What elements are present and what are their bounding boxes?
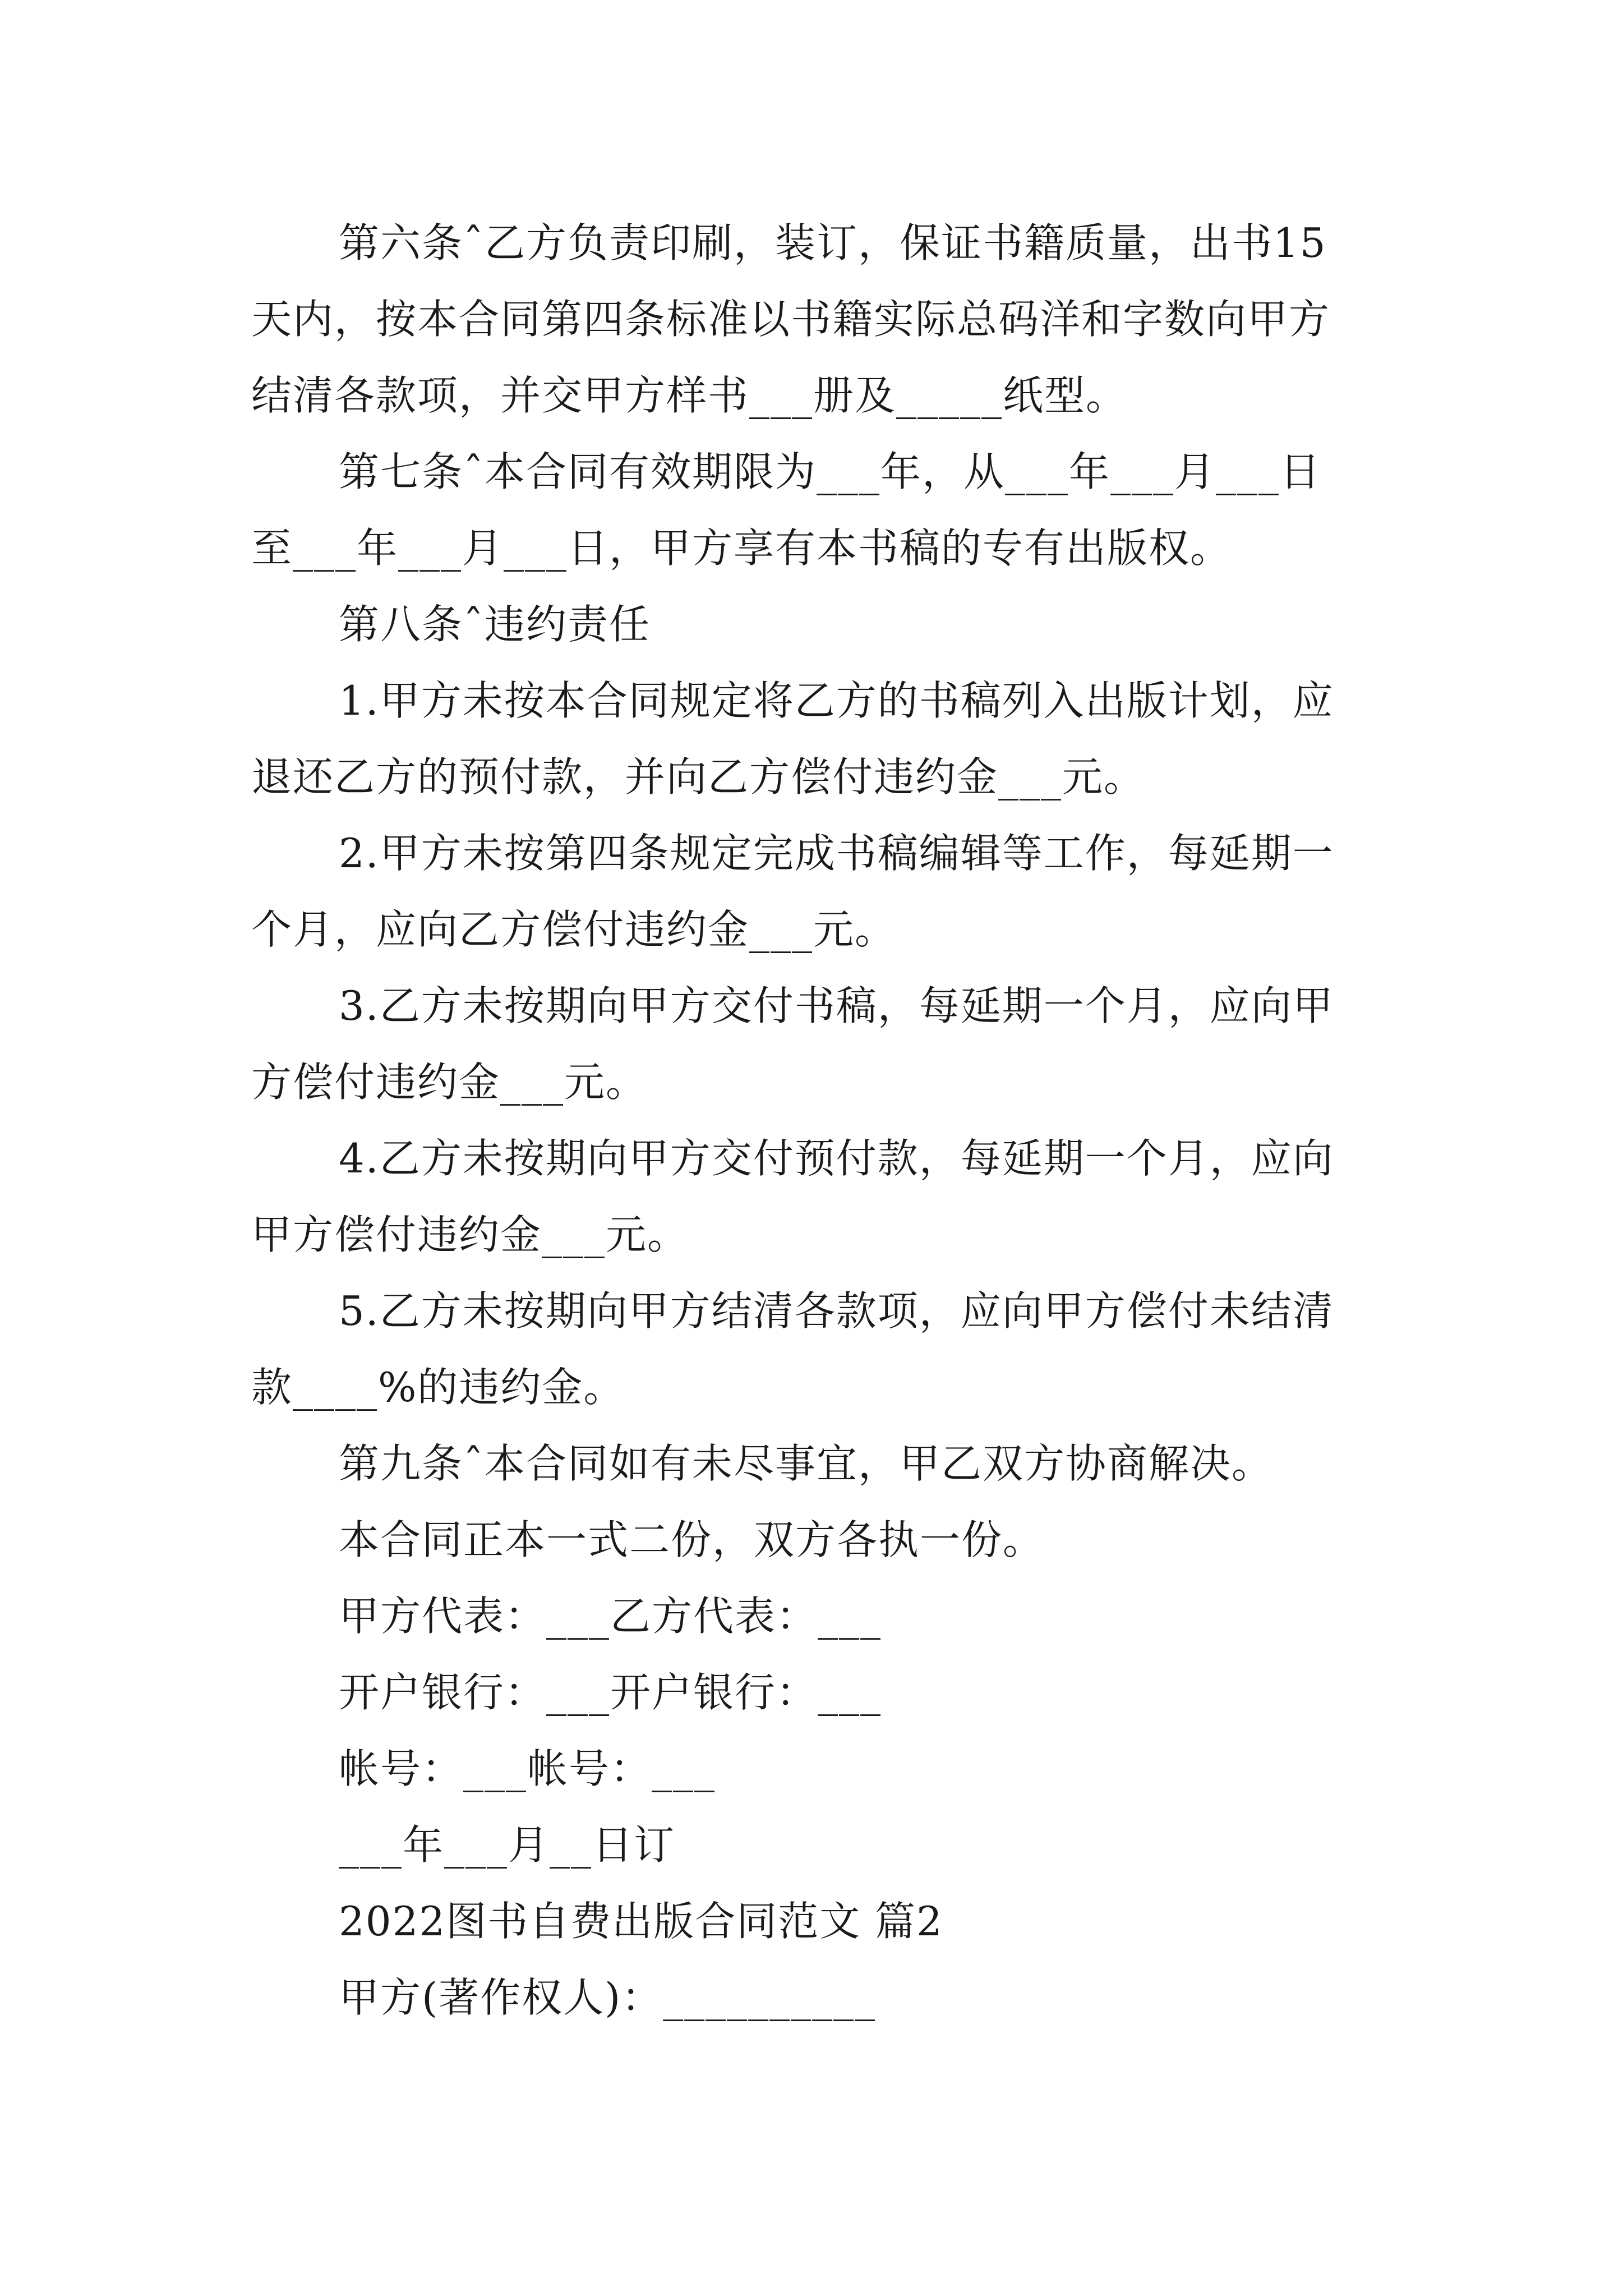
paragraph-line: 4.乙方未按期向甲方交付预付款，每延期一个月，应向 [339,1135,1334,1182]
paragraph-line: 天内，按本合同第四条标准以书籍实际总码洋和字数向甲方 [251,296,1331,343]
paragraph-line: 款____%的违约金。 [251,1364,625,1411]
document-page [251,205,1390,2036]
paragraph-line: 方偿付违约金___元。 [251,1059,648,1106]
paragraph-line: 结清各款项，并交甲方样书___册及_____纸型。 [251,372,1128,419]
paragraph-line: 第九条ˆ本合同如有未尽事宜，甲乙双方协商解决。 [339,1440,1274,1487]
paragraph-line: 5.乙方未按期向甲方结清各款项，应向甲方偿付未结清 [339,1287,1334,1335]
paragraph-line: 2.甲方未按第四条规定完成书稿编辑等工作，每延期一 [339,830,1334,877]
bank-line: 开户银行：___开户银行：___ [339,1669,882,1716]
paragraph-line: 个月，应向乙方偿付违约金___元。 [251,906,897,953]
section-heading: 第八条ˆ违约责任 [339,601,651,648]
paragraph-line: 第七条ˆ本合同有效期限为___年，从___年___月___日 [339,448,1322,495]
paragraph-line: 至___年___月___日，甲方享有本书稿的专有出版权。 [251,524,1232,572]
paragraph-line: 退还乙方的预付款，并向乙方偿付违约金___元。 [251,753,1146,800]
paragraph-line: 第六条ˆ乙方负责印刷，装订，保证书籍质量，出书15 [339,219,1327,266]
date-line: ___年___月__日订 [339,1821,676,1869]
paragraph-line: 1.甲方未按本合同规定将乙方的书稿列入出版计划，应 [339,677,1334,724]
account-line: 帐号：___帐号：___ [339,1745,716,1792]
party-a-line: 甲方(著作权人)：__________ [339,1974,877,2021]
paragraph-line: 3.乙方未按期向甲方交付书稿，每延期一个月，应向甲 [339,982,1334,1029]
signature-line: 甲方代表：___乙方代表：___ [339,1593,882,1640]
document-heading: 2022图书自费出版合同范文 篇2 [339,1898,943,1945]
paragraph-line: 甲方偿付违约金___元。 [251,1211,689,1258]
paragraph-line: 本合同正本一式二份，双方各执一份。 [339,1516,1045,1563]
